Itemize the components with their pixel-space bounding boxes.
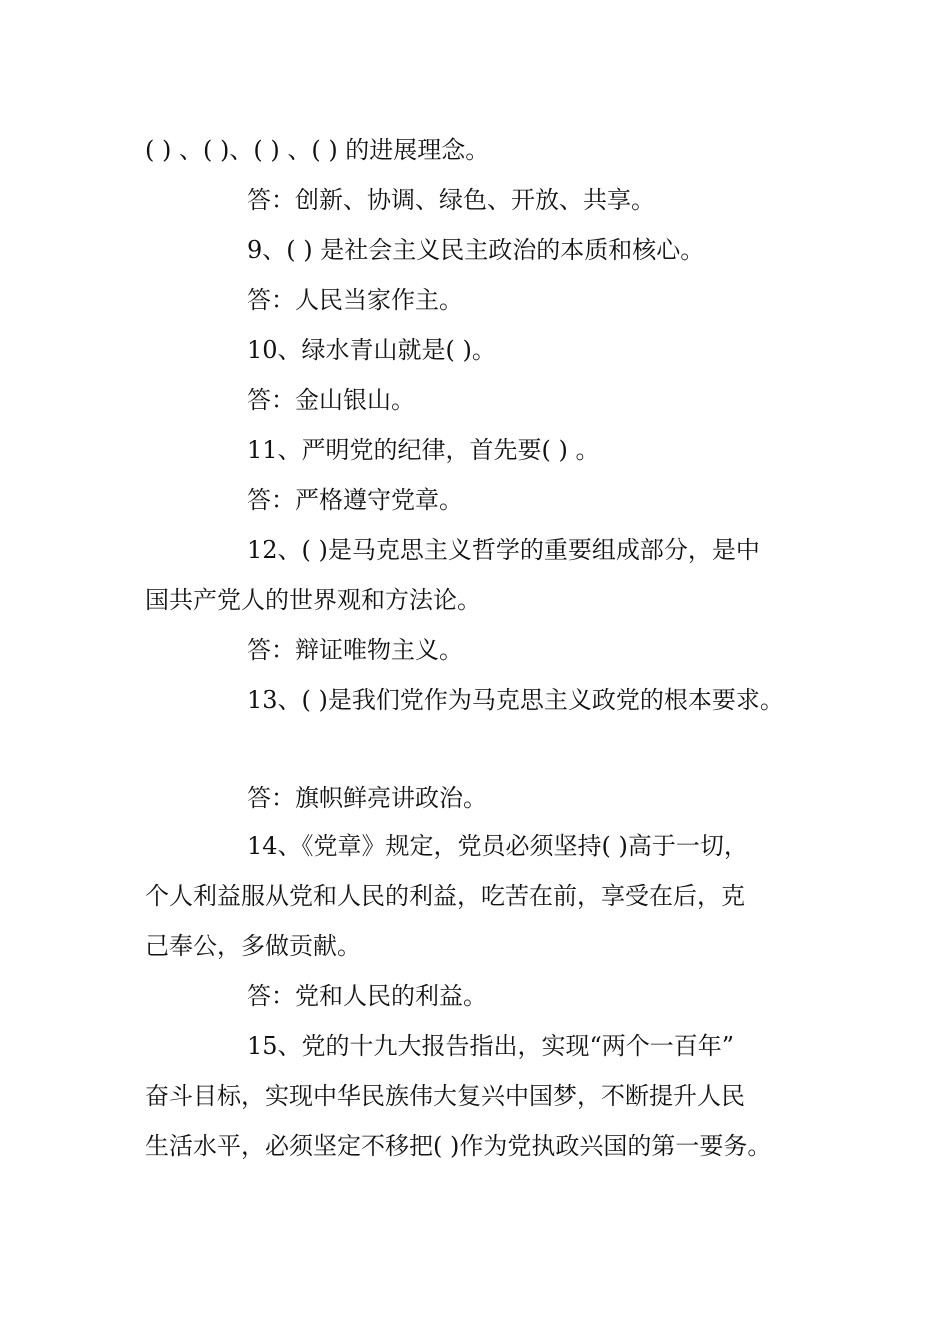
answer-line-9: 答：人民当家作主。 [247,286,463,314]
question-line-12-part-1: 12、( )是马克思主义哲学的重要组成部分，是中 [247,536,760,564]
question-line-10: 10、绿水青山就是( )。 [247,336,496,364]
answer-line-10: 答：金山银山。 [247,386,415,414]
answer-line-13: 答：旗帜鲜亮讲政治。 [247,784,487,812]
question-line-15-part-1: 15、党的十九大报告指出，实现“两个一百年” [247,1032,735,1060]
question-line-9: 9、( ) 是社会主义民主政治的本质和核心。 [247,236,705,264]
question-line-15-part-2: 奋斗目标，实现中华民族伟大复兴中国梦，不断提升人民 [145,1082,745,1110]
answer-line-11: 答：严格遵守党章。 [247,486,463,514]
question-line-15-part-3: 生活水平，必须坚定不移把( )作为党执政兴国的第一要务。 [145,1132,772,1160]
question-line-12-part-2: 国共产党人的世界观和方法论。 [145,586,481,614]
question-line-11: 11、严明党的纪律，首先要( ) 。 [247,436,600,464]
question-line-14-part-2: 个人利益服从党和人民的利益，吃苦在前，享受在后，克 [145,882,745,910]
answer-line-8: 答：创新、协调、绿色、开放、共享。 [247,186,655,214]
question-line-14-part-3: 己奉公，多做贡献。 [145,932,361,960]
question-line-13: 13、( )是我们党作为马克思主义政党的根本要求。 [247,686,784,714]
text-line-concepts-question: ( ) 、( )、( ) 、( ) 的进展理念。 [145,136,490,164]
answer-line-12: 答：辩证唯物主义。 [247,636,463,664]
question-line-14-part-1: 14、《党章》规定，党员必须坚持( )高于一切， [247,832,748,860]
answer-line-14: 答：党和人民的利益。 [247,982,487,1010]
